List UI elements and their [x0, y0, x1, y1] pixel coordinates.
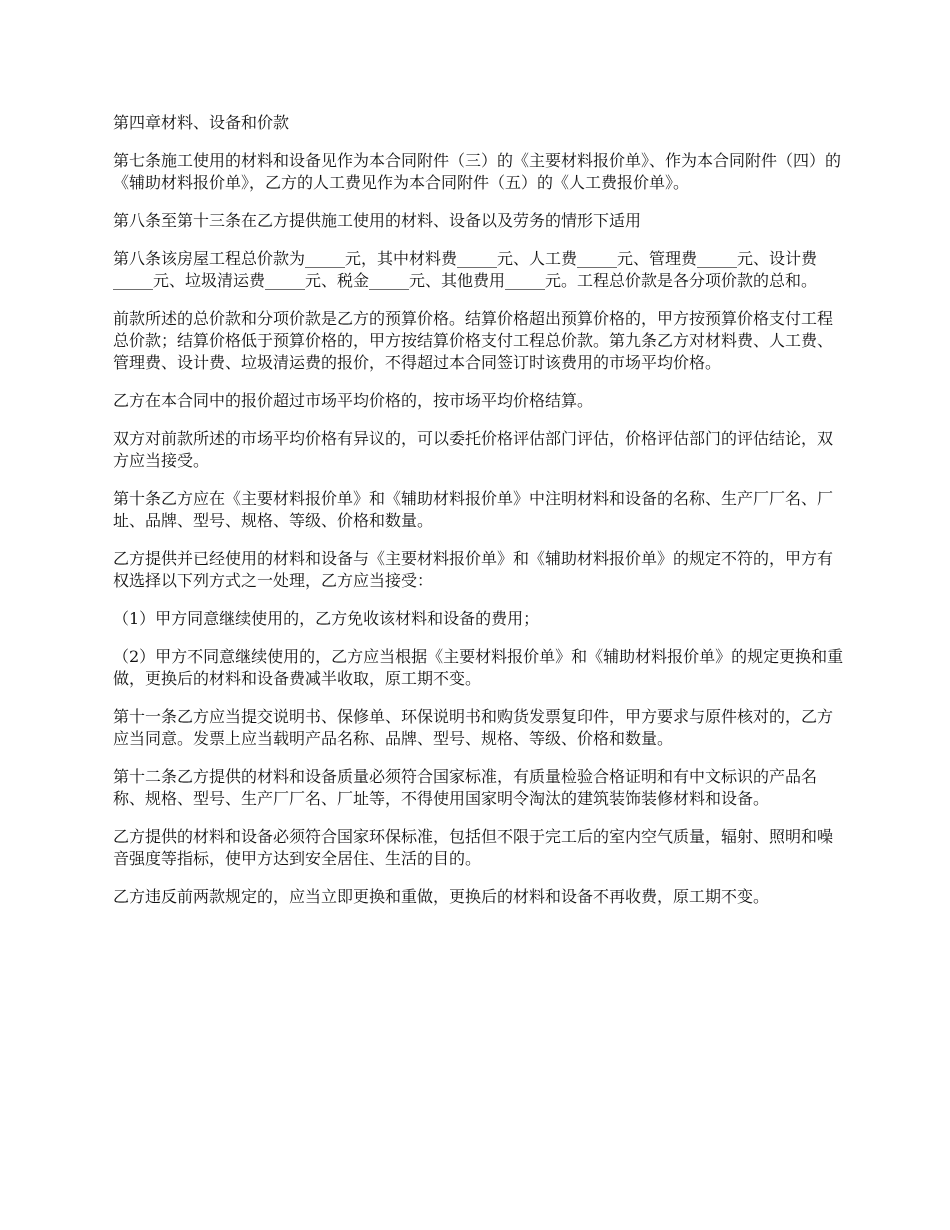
- paragraph-market-price: 乙方在本合同中的报价超过市场平均价格的，按市场平均价格结算。: [113, 391, 594, 410]
- paragraph-option-2: （2）甲方不同意继续使用的，乙方应当根据《主要材料报价单》和《辅助材料报价单》的规定更换和重做，更换后的材料和设备费减半收取，原工期不变。: [113, 647, 844, 688]
- paragraph-budget-price: 前款所述的总价款和分项价款是乙方的预算价格。结算价格超出预算价格的，甲方按预算价格支付工程总价款；结算价格低于预算价格的，甲方按结算价格支付工程总价款。第九条乙方对材料费、人工费、管理费、设计费、垃圾清运费的报价，不得超过本合同签订时该费用的市场平均价格。: [113, 309, 834, 372]
- paragraph-article-10: 第十条乙方应在《主要材料报价单》和《辅助材料报价单》中注明材料和设备的名称、生产厂厂名、厂址、品牌、型号、规格、等级、价格和数量。: [113, 489, 834, 530]
- paragraph-article-7: 第七条施工使用的材料和设备见作为本合同附件（三）的《主要材料报价单》、作为本合同附件（四）的《辅助材料报价单》，乙方的人工费见作为本合同附件（五）的《人工费报价单》。: [113, 151, 842, 192]
- paragraph-price-dispute: 双方对前款所述的市场平均价格有异议的，可以委托价格评估部门评估，价格评估部门的评估结论，双方应当接受。: [113, 429, 834, 470]
- paragraph-environmental: 乙方提供的材料和设备必须符合国家环保标准，包括但不限于完工后的室内空气质量，辐射、照明和噪音强度等指标，使甲方达到安全居住、生活的目的。: [113, 827, 834, 868]
- document-body: [113, 112, 848, 924]
- paragraph-violation: 乙方违反前两款规定的，应当立即更换和重做，更换后的材料和设备不再收费，原工期不变。: [113, 887, 770, 906]
- paragraph-option-1: （1）甲方同意继续使用的，乙方免收该材料和设备的费用；: [113, 609, 540, 628]
- paragraph-article-8: 第八条该房屋工程总价款为_____元，其中材料费_____元、人工费_____元、管理费_____元、设计费_____元、垃圾清运费_____元、税金_____元、其他费用_____元。工程总价款是各分项价款的总和。: [113, 249, 818, 290]
- paragraph-nonconforming: 乙方提供并已经使用的材料和设备与《主要材料报价单》和《辅助材料报价单》的规定不符的，甲方有权选择以下列方式之一处理，乙方应当接受：: [113, 549, 834, 590]
- paragraph-article-12: 第十二条乙方提供的材料和设备质量必须符合国家标准，有质量检验合格证明和有中文标识的产品名称、规格、型号、生产厂厂名、厂址等，不得使用国家明令淘汰的建筑装饰装修材料和设备。: [113, 767, 818, 808]
- paragraph-article-11: 第十一条乙方应当提交说明书、保修单、环保说明书和购货发票复印件，甲方要求与原件核对的，乙方应当同意。发票上应当载明产品名称、品牌、型号、规格、等级、价格和数量。: [113, 707, 834, 748]
- paragraph-applicability: 第八条至第十三条在乙方提供施工使用的材料、设备以及劳务的情形下适用: [113, 211, 642, 230]
- chapter-heading: 第四章材料、设备和价款: [113, 113, 290, 132]
